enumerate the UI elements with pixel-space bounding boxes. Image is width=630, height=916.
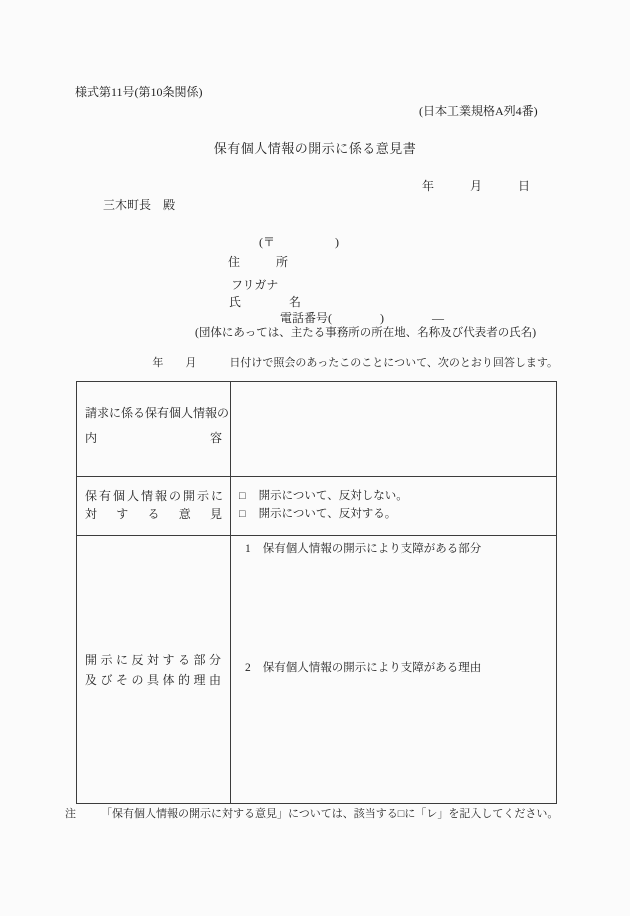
content-label-line2 bbox=[85, 431, 222, 446]
content-label-last-char: 容 bbox=[209, 431, 222, 445]
content-label-line1: 請求に係る保有個人情報の bbox=[85, 406, 230, 420]
objection-value-cell bbox=[231, 536, 556, 803]
page-title: 保有個人情報の開示に係る意見書 bbox=[213, 141, 417, 156]
objection-label-cell bbox=[77, 536, 231, 803]
item-number: 2 bbox=[245, 662, 251, 674]
postal-code-line: (〒 ) bbox=[259, 235, 339, 249]
numbered-item-2 bbox=[239, 660, 548, 677]
note-text: 「保有個人情報の開示に対する意見」については、該当する□に「レ」を記入してください。 bbox=[101, 808, 559, 820]
opinion-table bbox=[76, 381, 557, 804]
address-label: 住 所 bbox=[228, 255, 289, 269]
opinion-label-line2 bbox=[85, 506, 222, 524]
option-label: 開示について、反対しない。 bbox=[258, 490, 408, 502]
content-label-cell bbox=[77, 382, 231, 477]
objection-label-line2: 及びその具体的理由 bbox=[85, 672, 225, 687]
checkbox-icon[interactable]: □ bbox=[239, 490, 246, 502]
checkbox-icon[interactable]: □ bbox=[239, 507, 246, 520]
phone-number-line: 電話番号( ) ― bbox=[280, 311, 444, 325]
content-value-cell bbox=[231, 382, 556, 477]
option-label: 開示について、反対する。 bbox=[258, 507, 397, 520]
name-label: 氏 名 bbox=[229, 295, 302, 309]
item-number: 1 bbox=[245, 543, 251, 555]
item-text: 保有個人情報の開示により支障がある理由 bbox=[262, 662, 482, 674]
furigana-label: フリガナ bbox=[231, 278, 279, 292]
opinion-label-char: 見 bbox=[209, 506, 222, 521]
opinion-label-char: 対 bbox=[85, 506, 98, 521]
note-line bbox=[65, 808, 558, 822]
objection-label-line1: 開示に反対する部分 bbox=[85, 652, 225, 667]
organization-note: (団体にあっては、主たる事務所の所在地、名称及び代表者の氏名) bbox=[195, 327, 537, 339]
note-prefix: 注 bbox=[65, 808, 76, 820]
opinion-label-line1: 保有個人情報の開示に bbox=[85, 489, 226, 503]
opinion-options-cell bbox=[231, 477, 556, 536]
intro-line: 年 月 日付けで照会のあったこのことについて、次のとおり回答します。 bbox=[152, 357, 558, 369]
date-line: 年 月 日 bbox=[421, 179, 530, 193]
addressee-line: 三木町長 殿 bbox=[103, 198, 176, 212]
paper-size-note: (日本工業規格A列4番) bbox=[419, 104, 538, 118]
item-text: 保有個人情報の開示により支障がある部分 bbox=[262, 543, 482, 555]
content-label-first-char: 内 bbox=[85, 431, 98, 445]
opinion-label-cell bbox=[77, 477, 231, 536]
form-number: 様式第11号(第10条関係) bbox=[75, 85, 203, 99]
option-no-objection bbox=[239, 488, 548, 506]
opinion-label-char: す bbox=[116, 506, 129, 521]
opinion-label-char: る bbox=[147, 506, 160, 521]
opinion-label-char: 意 bbox=[178, 506, 191, 521]
numbered-item-1 bbox=[239, 541, 548, 558]
option-objection bbox=[239, 506, 548, 524]
